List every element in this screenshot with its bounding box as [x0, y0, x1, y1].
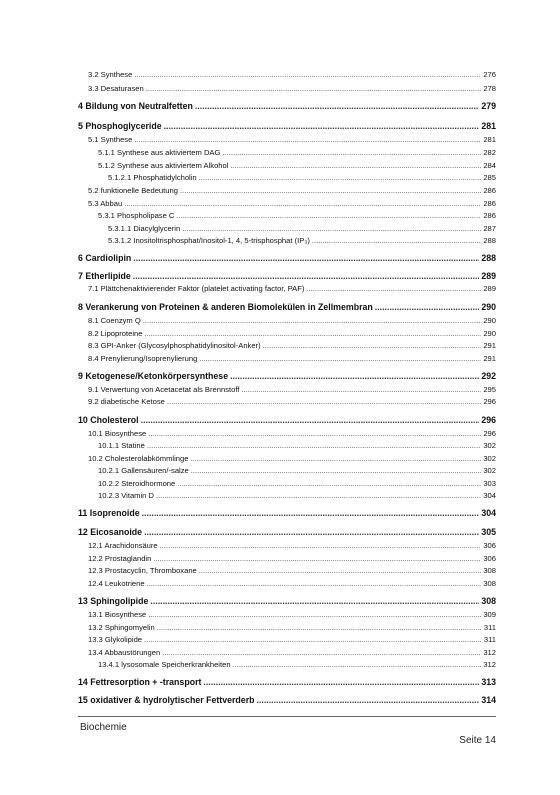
- toc-entry-title: 11 Isoprenoide: [78, 508, 140, 518]
- toc-entry-page: 276: [483, 70, 496, 79]
- toc-leader: [142, 508, 480, 518]
- toc-entry-title: 10.2.2 Steroidhormone: [98, 479, 176, 488]
- toc-entry[interactable]: [108, 236, 496, 245]
- toc-leader: [222, 148, 481, 157]
- toc-leader: [134, 70, 481, 79]
- toc-entry[interactable]: [108, 224, 496, 233]
- toc-entry-page: 285: [483, 173, 496, 182]
- toc-entry-page: 292: [481, 371, 496, 381]
- toc-entry-title: 6 Cardiolipin: [78, 253, 132, 263]
- toc-entry-title: 5.1 Synthese: [88, 135, 133, 144]
- toc-leader: [157, 623, 482, 632]
- toc-entry-page: 291: [483, 354, 496, 363]
- toc-chapter[interactable]: [78, 695, 496, 705]
- toc-leader: [199, 354, 481, 363]
- toc-entry-title: 13.4.1 lysosomale Speicherkrankheiten: [98, 660, 231, 669]
- toc-leader: [230, 371, 479, 381]
- toc-entry-title: 7 Etherlipide: [78, 271, 131, 281]
- toc-entry-page: 288: [483, 236, 496, 245]
- toc-entry-page: 308: [483, 579, 496, 588]
- toc-entry[interactable]: [88, 623, 496, 632]
- toc-leader: [203, 677, 479, 687]
- toc-entry[interactable]: [98, 466, 496, 475]
- toc-leader: [176, 211, 481, 220]
- toc-entry-title: 12.4 Leukotriene: [88, 579, 145, 588]
- toc-leader: [191, 466, 482, 475]
- toc-entry-page: 295: [483, 385, 496, 394]
- toc-entry-page: 311: [483, 635, 496, 644]
- toc-entry-page: 281: [483, 135, 496, 144]
- toc-entry-title: 15 oxidativer & hydrolytischer Fettverderb: [78, 695, 255, 705]
- toc-entry[interactable]: [88, 635, 496, 644]
- toc-entry-title: 12 Eicosanoide: [78, 527, 143, 537]
- toc-entry-page: 279: [481, 101, 496, 111]
- toc-entry[interactable]: [88, 429, 496, 438]
- toc-entry[interactable]: [88, 454, 496, 463]
- toc-leader: [141, 415, 480, 425]
- toc-entry-title: 3.2 Synthese: [88, 70, 133, 79]
- toc-entry-title: 5.3.1.1 Diacylglycerin: [108, 224, 181, 233]
- toc-leader: [375, 302, 480, 312]
- toc-entry[interactable]: [98, 441, 496, 450]
- toc-entry-title: 9 Ketogenese/Ketonkörpersynthese: [78, 371, 229, 381]
- toc-entry-page: 314: [481, 695, 496, 705]
- toc-entry-page: 312: [483, 648, 496, 657]
- toc-entry-title: 12.1 Arachidonsäure: [88, 541, 158, 550]
- toc-entry-title: 5.2 funktionelle Bedeutung: [88, 186, 178, 195]
- toc-entry-page: 291: [483, 341, 496, 350]
- toc-leader: [134, 135, 481, 144]
- toc-entry[interactable]: [88, 648, 496, 657]
- toc-entry-page: 304: [483, 491, 496, 500]
- toc-chapter[interactable]: [78, 101, 496, 111]
- toc-entry[interactable]: [98, 211, 496, 220]
- toc-entry[interactable]: [108, 173, 496, 182]
- toc-entry-title: 14 Fettresorption + -transport: [78, 677, 202, 687]
- toc-leader: [147, 579, 482, 588]
- toc-chapter[interactable]: [78, 121, 496, 131]
- toc-entry-title: 10.1.1 Statine: [98, 441, 145, 450]
- toc-entry-title: 5.1.2 Synthese aus aktiviertem Alkohol: [98, 161, 229, 170]
- toc-leader: [199, 566, 482, 575]
- toc-entry-title: 12.2 Prostaglandin: [88, 554, 152, 563]
- toc-leader: [190, 454, 481, 463]
- toc-entry[interactable]: [98, 148, 496, 157]
- toc-leader: [124, 199, 481, 208]
- toc-chapter[interactable]: [78, 508, 496, 518]
- toc-leader: [144, 329, 481, 338]
- toc-entry[interactable]: [88, 566, 496, 575]
- toc-leader: [306, 284, 481, 293]
- toc-chapter[interactable]: [78, 677, 496, 687]
- toc-entry[interactable]: [88, 610, 496, 619]
- toc-entry-page: 284: [483, 161, 496, 170]
- toc-entry-title: 13.1 Biosynthese: [88, 610, 147, 619]
- toc-leader: [263, 341, 482, 350]
- toc-chapter[interactable]: [78, 527, 496, 537]
- toc-leader: [167, 397, 481, 406]
- toc-entry-page: 290: [483, 316, 496, 325]
- footer-divider: [78, 716, 496, 717]
- toc-entry[interactable]: [88, 341, 496, 350]
- toc-entry-title: 7.1 Plättchenaktivierender Faktor (platelet activating factor, PAF): [88, 284, 305, 293]
- toc-entry-title: 8 Verankerung von Proteinen & anderen Biomolekülen in Zellmembran: [78, 302, 373, 312]
- toc-leader: [156, 491, 481, 500]
- toc-leader: [241, 385, 481, 394]
- toc-entry-page: 289: [483, 284, 496, 293]
- toc-entry-page: 308: [481, 596, 496, 606]
- toc-entry[interactable]: [88, 554, 496, 563]
- toc-entry-page: 311: [483, 623, 496, 632]
- toc-entry-page: 306: [483, 541, 496, 550]
- toc-entry[interactable]: [88, 541, 496, 550]
- toc-entry-title: 13.3 Glykolipide: [88, 635, 143, 644]
- toc-leader: [195, 101, 479, 111]
- toc-leader: [153, 554, 481, 563]
- toc-leader: [312, 236, 481, 245]
- toc-entry-title: 5.1.1 Synthese aus aktiviertem DAG: [98, 148, 221, 157]
- toc-entry-page: 309: [483, 610, 496, 619]
- toc-entry-page: 296: [481, 415, 496, 425]
- toc-entry-page: 278: [483, 84, 496, 93]
- toc-entry-title: 9.2 diabetische Ketose: [88, 397, 165, 406]
- toc-entry-title: 8.3 GPI-Anker (Glycosylphosphatidylinositol-Anker): [88, 341, 261, 350]
- toc-entry-title: 8.1 Coenzym Q: [88, 316, 141, 325]
- toc-entry[interactable]: [88, 397, 496, 406]
- toc-entry-page: 304: [481, 508, 496, 518]
- toc-entry[interactable]: [98, 660, 496, 669]
- toc-leader: [148, 610, 481, 619]
- toc-entry-title: 4 Bildung von Neutralfetten: [78, 101, 193, 111]
- toc-chapter[interactable]: [78, 371, 496, 381]
- toc-leader: [230, 161, 481, 170]
- toc-entry-title: 5.3.1 Phospholipase C: [98, 211, 175, 220]
- toc-entry[interactable]: [88, 354, 496, 363]
- toc-entry-page: 313: [481, 677, 496, 687]
- toc-entry-title: 13.4 Abbaustörungen: [88, 648, 161, 657]
- toc-entry-page: 287: [483, 224, 496, 233]
- toc-entry-page: 282: [483, 148, 496, 157]
- toc-entry-page: 288: [481, 253, 496, 263]
- toc-entry-page: 303: [483, 479, 496, 488]
- toc-entry-title: 8.2 Lipoproteine: [88, 329, 143, 338]
- toc-entry-page: 290: [481, 302, 496, 312]
- toc-entry-title: 9.1 Verwertung von Acetacetat als Brennstoff: [88, 385, 240, 394]
- toc-entry-title: 10 Cholesterol: [78, 415, 139, 425]
- toc-entry[interactable]: [88, 316, 496, 325]
- toc-chapter[interactable]: [78, 596, 496, 606]
- toc-leader: [164, 121, 480, 131]
- toc-leader: [143, 316, 482, 325]
- toc-entry-page: 306: [483, 554, 496, 563]
- toc-entry[interactable]: [98, 479, 496, 488]
- toc-entry-title: 3.3 Desaturasen: [88, 84, 144, 93]
- toc-leader: [199, 173, 482, 182]
- toc-entry-page: 302: [483, 454, 496, 463]
- toc-entry-title: 10.1 Biosynthese: [88, 429, 147, 438]
- toc-chapter[interactable]: [78, 302, 496, 312]
- toc-entry-page: 302: [483, 466, 496, 475]
- toc-leader: [182, 224, 481, 233]
- toc-entry-title: 8.4 Prenylierung/Isoprenylierung: [88, 354, 198, 363]
- toc-entry-title: 5.3 Abbau: [88, 199, 123, 208]
- toc-entry-title: 10.2.1 Gallensäuren/-salze: [98, 466, 189, 475]
- toc-chapter[interactable]: [78, 253, 496, 263]
- toc-entry-title: 10.2 Cholesterolabkömmlinge: [88, 454, 189, 463]
- toc-entry-page: 296: [483, 397, 496, 406]
- toc-entry-title: 10.2.3 Vitamin D: [98, 491, 155, 500]
- toc-leader: [144, 635, 482, 644]
- toc-entry-title: 13.2 Sphingomyelin: [88, 623, 155, 632]
- toc-chapter[interactable]: [78, 271, 496, 281]
- toc-leader: [133, 253, 479, 263]
- toc-entry[interactable]: [88, 199, 496, 208]
- toc-leader: [180, 186, 481, 195]
- toc-leader: [257, 695, 480, 705]
- toc-entry[interactable]: [98, 491, 496, 500]
- toc-entry-page: 289: [481, 271, 496, 281]
- toc-leader: [150, 596, 479, 606]
- toc-entry[interactable]: [88, 284, 496, 293]
- toc-entry[interactable]: [88, 579, 496, 588]
- toc-entry-page: 281: [481, 121, 496, 131]
- toc-leader: [162, 648, 481, 657]
- toc-leader: [146, 84, 482, 93]
- toc-entry-title: 5 Phosphoglyceride: [78, 121, 162, 131]
- toc-leader: [177, 479, 481, 488]
- toc-entry[interactable]: [88, 329, 496, 338]
- toc-entry-page: 286: [483, 211, 496, 220]
- toc-entry-page: 312: [483, 660, 496, 669]
- toc-entry-title: 5.1.2.1 Phosphatidylcholin: [108, 173, 197, 182]
- page-number: Seite 14: [459, 735, 496, 746]
- toc-entry[interactable]: [88, 385, 496, 394]
- toc-entry-title: 13 Sphingolipide: [78, 596, 149, 606]
- toc-entry-page: 286: [483, 186, 496, 195]
- toc-leader: [133, 271, 480, 281]
- toc-leader: [233, 660, 482, 669]
- footer-title: Biochemie: [80, 722, 127, 733]
- toc-entry-title: 12.3 Prostacyclin, Thromboxane: [88, 566, 197, 575]
- toc-leader: [148, 429, 481, 438]
- toc-entry-page: 290: [483, 329, 496, 338]
- toc-entry[interactable]: [88, 70, 496, 79]
- toc-entry[interactable]: [98, 161, 496, 170]
- toc-chapter[interactable]: [78, 415, 496, 425]
- toc-entry-page: 296: [483, 429, 496, 438]
- toc-entry-title: 5.3.1.2 Inositoltrisphosphat/Inositol-1, 4, 5-trisphosphat (IP₃): [108, 236, 310, 245]
- toc-leader: [147, 441, 481, 450]
- toc-leader: [144, 527, 479, 537]
- toc-entry-page: 286: [483, 199, 496, 208]
- toc-entry-page: 305: [481, 527, 496, 537]
- toc-entry[interactable]: [88, 135, 496, 144]
- toc-leader: [160, 541, 482, 550]
- toc-entry-page: 308: [483, 566, 496, 575]
- toc-entry[interactable]: [88, 84, 496, 93]
- toc-entry[interactable]: [88, 186, 496, 195]
- toc-entry-page: 302: [483, 441, 496, 450]
